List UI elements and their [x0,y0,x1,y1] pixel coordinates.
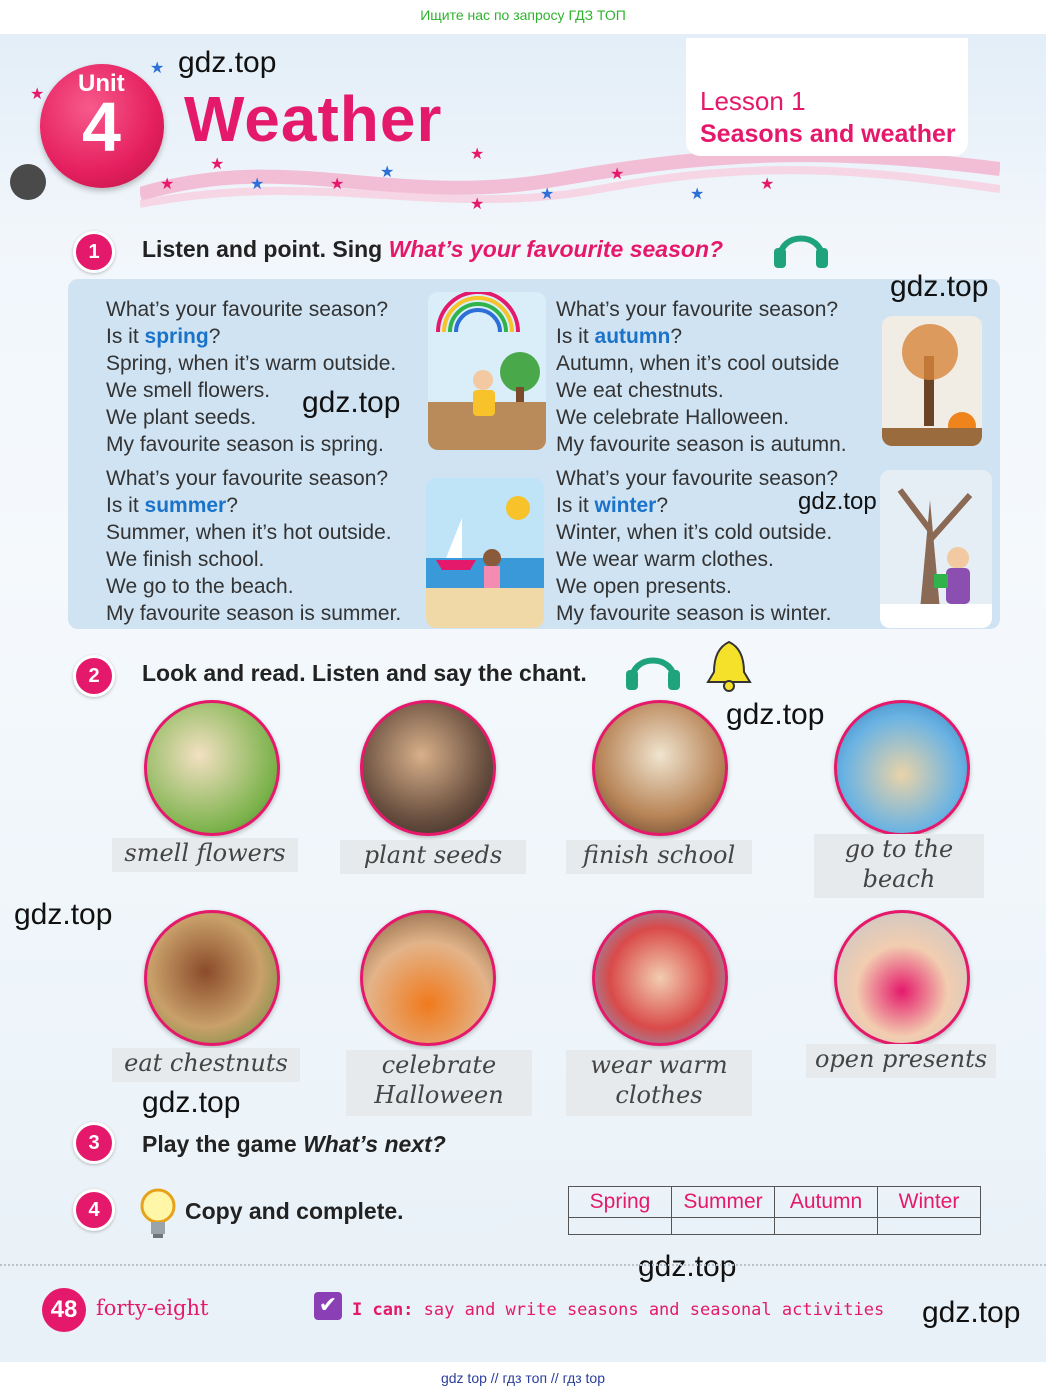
photo-eat-chestnuts [144,910,280,1046]
page-number-word: forty-eight [96,1296,209,1320]
star-icon: ★ [540,184,555,203]
table-header-spring: Spring [569,1187,672,1218]
headphones-icon[interactable] [772,224,830,268]
watermark: gdz.top [302,386,401,419]
unit-number: 4 [82,88,121,166]
bottom-links[interactable]: gdz top // гдз топ // гдз top [440,1370,606,1386]
star-icon: ★ [380,162,395,181]
watermark: gdz.top [638,1250,737,1283]
exercise-3-number: 3 [73,1122,115,1164]
star-icon: ★ [470,194,485,213]
table-cell [878,1218,981,1235]
table-header-autumn: Autumn [775,1187,878,1218]
winter-illustration [880,470,992,628]
photo-go-to-the-beach [834,700,970,836]
verse-spring: What’s your favourite season? Is it spring? Spring, when it’s warm outside. We smell flowers. We plant seeds. My favourite season is spring. [106,298,397,456]
caption-plant-seeds: plant seeds [340,840,526,874]
caption-go-to-the-beach: go to the beach [814,834,984,898]
caption-wear-warm-clothes: wear warm clothes [566,1050,752,1116]
table-header-summer: Summer [672,1187,775,1218]
star-icon: ★ [160,174,175,193]
star-icon: ★ [250,174,265,193]
exercise-1-number: 1 [73,231,115,273]
table-cell [775,1218,878,1235]
star-icon: ★ [30,84,45,103]
table-cell [672,1218,775,1235]
caption-eat-chestnuts: eat chestnuts [112,1048,300,1082]
watermark: gdz.top [890,270,989,303]
photo-plant-seeds [360,700,496,836]
caption-smell-flowers: smell flowers [112,838,298,872]
exercise-2-number: 2 [73,655,115,697]
exercise-4-number: 4 [73,1189,115,1231]
table-cell [569,1218,672,1235]
lightbulb-icon [138,1186,178,1242]
checkmark-icon: ✔ [314,1292,342,1320]
photo-open-presents [834,910,970,1046]
photo-finish-school [592,700,728,836]
bell-icon[interactable] [706,638,752,692]
unit-label: Unit [78,70,125,97]
exercise-1-instruction: Listen and point. Sing What’s your favourite season? [142,236,724,262]
caption-finish-school: finish school [566,840,752,874]
exercise-2-instruction: Look and read. Listen and say the chant. [142,660,587,686]
autumn-illustration [882,316,982,446]
top-banner[interactable]: Ищите нас по запросу ГДЗ ТОП [420,7,626,23]
watermark: gdz.top [178,46,277,79]
star-icon: ★ [150,58,165,77]
verse-autumn: What’s your favourite season? Is it autumn? Autumn, when it’s cool outside We eat chestnuts. We celebrate Halloween. My favourite season is autumn. [556,298,847,456]
watermark: gdz.top [142,1086,241,1119]
star-icon: ★ [610,164,625,183]
page-number: 48 [42,1288,86,1332]
exercise-4-instruction: Copy and complete. [185,1198,404,1224]
photo-smell-flowers [144,700,280,836]
textbook-page [0,34,1046,1362]
headphones-icon[interactable] [624,646,682,690]
caption-open-presents: open presents [806,1044,996,1078]
exercise-3-instruction: Play the game What’s next? [142,1131,446,1157]
caption-celebrate-halloween: celebrate Halloween [346,1050,532,1116]
watermark: gdz.top [798,488,877,515]
divider [0,1264,1046,1266]
photo-celebrate-halloween [360,910,496,1046]
i-can-statement: I can: say and write seasons and seasonal activities [352,1300,885,1320]
star-icon: ★ [760,174,775,193]
seasons-table [568,1186,981,1235]
star-icon: ★ [330,174,345,193]
photo-wear-warm-clothes [592,910,728,1046]
table-header-winter: Winter [878,1187,981,1218]
verse-summer: What’s your favourite season? Is it summer? Summer, when it’s hot outside. We finish school. We go to the beach. My favourite season is summer. [106,467,402,625]
star-icon: ★ [690,184,705,203]
lesson-number: Lesson 1 [700,86,806,116]
pin-icon [10,164,46,200]
verse-winter: What’s your favourite season? Is it winter? Winter, when it’s cold outside. We wear warm clothes. We open presents. My favourite season is winter. [556,467,839,625]
watermark: gdz.top [726,698,825,731]
spring-illustration [428,292,546,450]
unit-title: Weather [184,83,443,155]
watermark: gdz.top [922,1296,1021,1329]
watermark: gdz.top [14,898,113,931]
lesson-title: Seasons and weather [700,120,956,148]
star-icon: ★ [210,154,225,173]
star-icon: ★ [470,144,485,163]
summer-illustration [426,478,544,628]
